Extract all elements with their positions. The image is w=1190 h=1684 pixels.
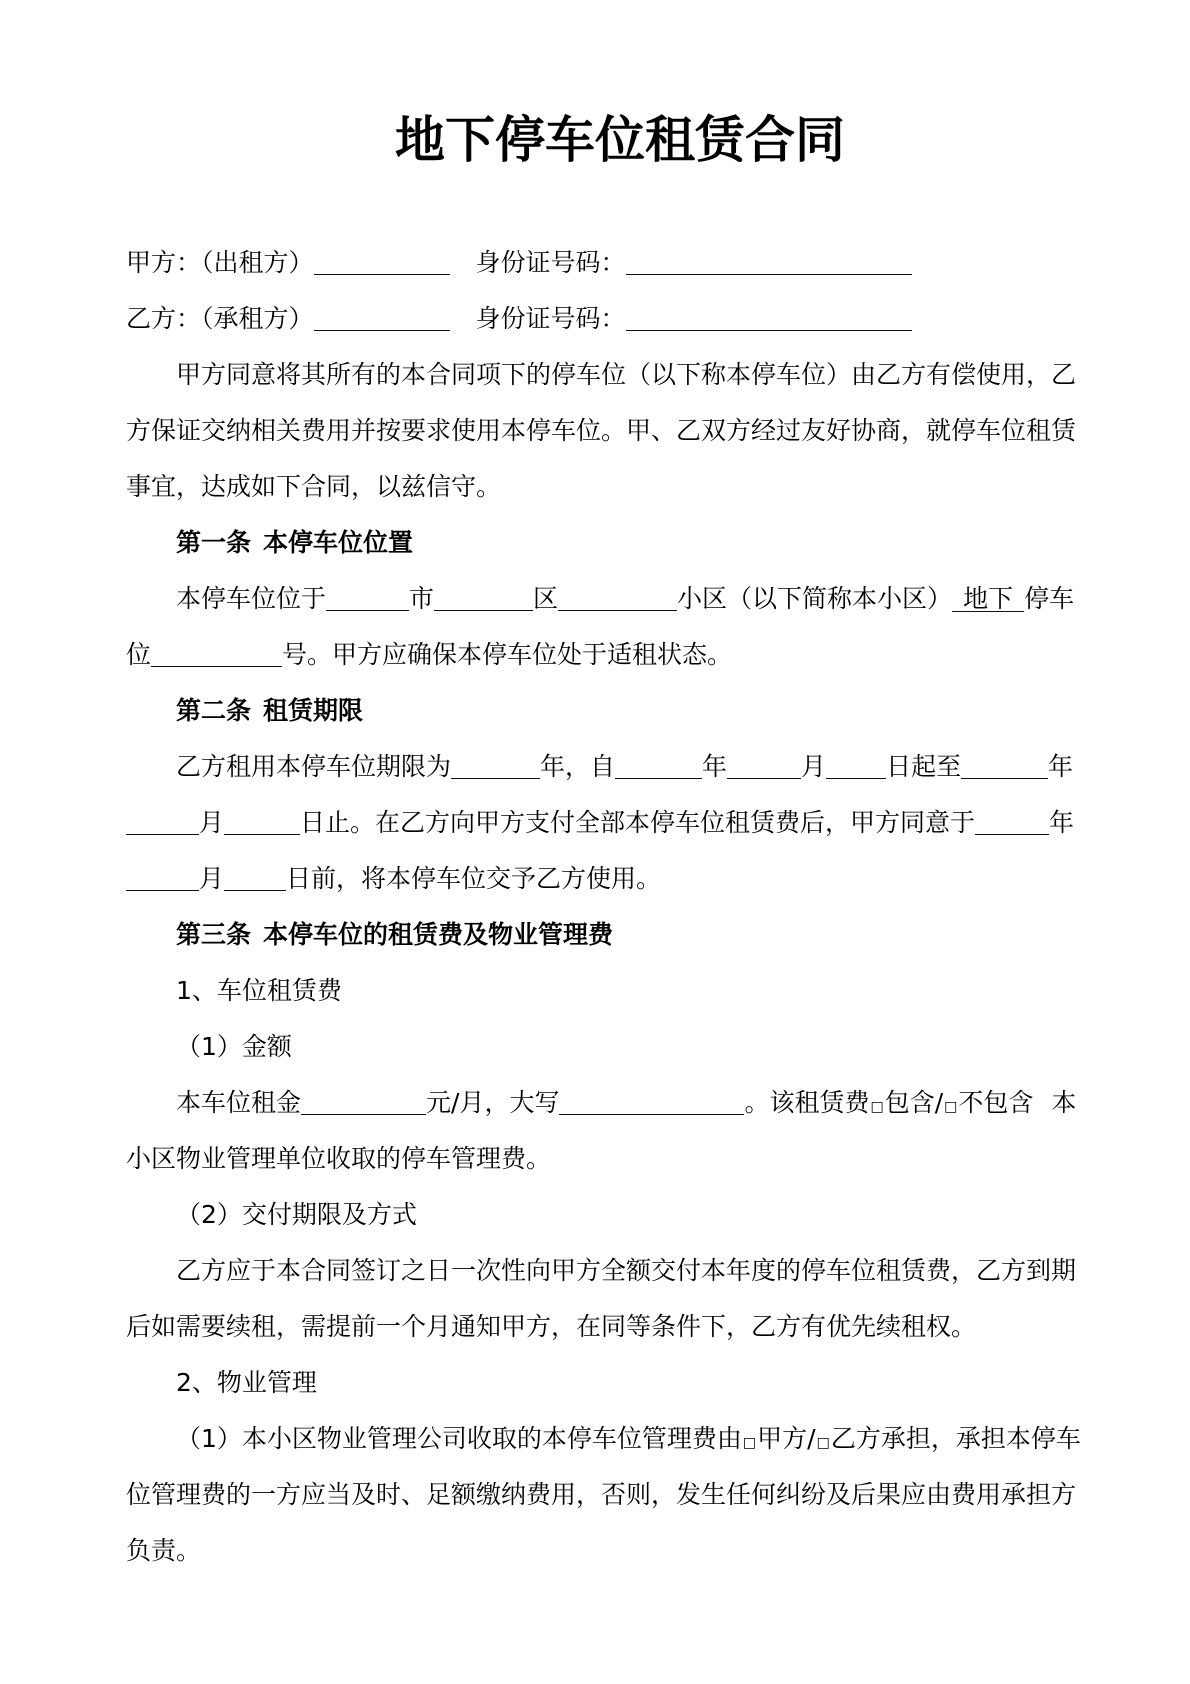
party-a-id-blank: [626, 254, 912, 275]
space-number-prefix: 位: [126, 640, 152, 669]
space-suffix: 停车: [1024, 584, 1075, 613]
property-section-heading: 2、物业管理: [176, 1368, 317, 1397]
party-b-label: 乙方：（承租方）: [126, 304, 314, 333]
delivery-month-label: 月: [199, 864, 225, 893]
include-checkbox: □: [870, 1099, 884, 1115]
article-1-heading: [126, 515, 1076, 571]
district-blank: [434, 590, 533, 611]
start-month-label: 月: [801, 752, 827, 781]
article-2-heading: [126, 683, 1076, 739]
article-2-title: 租赁期限: [263, 696, 364, 725]
article-1-number: 第一条: [176, 528, 252, 557]
delivery-year-label: 年: [1049, 808, 1075, 837]
party-a-name-blank: [314, 254, 450, 275]
district-suffix: 区: [533, 584, 559, 613]
end-month-blank: [126, 814, 199, 835]
end-month-label: 月: [199, 808, 225, 837]
end-day-blank: [224, 814, 300, 835]
rent-amount-blank: [301, 1094, 426, 1115]
term-row-1: [126, 739, 1076, 795]
start-month-blank: [727, 758, 801, 779]
rent-amount-words-blank: [559, 1094, 744, 1115]
delivery-day-text: 日前，将本停车位交予乙方使用。: [286, 864, 662, 893]
exclude-option-label: 不包含 本: [958, 1088, 1077, 1117]
party-b-option-label: 乙方承担，承担本停车: [830, 1424, 1081, 1453]
term-prefix: 乙方租用本停车位期限为: [176, 752, 452, 781]
start-day-blank: [826, 758, 886, 779]
community-blank: [558, 590, 677, 611]
property-fee-line: 位管理费的一方应当及时、足额缴纳费用，否则，发生任何纠纷及后果应由费用承担方: [126, 1480, 1077, 1509]
term-row-3: [126, 851, 1076, 907]
payment-line: 乙方应于本合同签订之日一次性向甲方全额交付本年度的停车位租赁费，乙方到期: [176, 1256, 1077, 1285]
party-a-id-label: 身份证号码：: [475, 248, 626, 277]
property-fee-row: [126, 1411, 1081, 1467]
party-b-name-blank: [314, 310, 450, 331]
start-year-blank: [615, 758, 702, 779]
city-suffix: 市: [409, 584, 435, 613]
payment-heading: （2）交付期限及方式: [176, 1200, 417, 1229]
contract-body: [126, 235, 1081, 1579]
term-years-blank: [451, 758, 540, 779]
preamble-line: 甲方同意将其所有的本合同项下的停车位（以下称本停车位）由乙方有偿使用，乙: [176, 360, 1077, 389]
party-b-checkbox: □: [816, 1435, 830, 1451]
start-day-to: 日起至: [886, 752, 962, 781]
party-a-checkbox: □: [742, 1435, 757, 1451]
space-number-blank: [151, 646, 282, 667]
property-fee-line: 负责。: [126, 1536, 202, 1565]
preamble-line: 方保证交纳相关费用并按要求使用本停车位。甲、乙双方经过友好协商，就停车位租赁: [126, 416, 1077, 445]
article-2-number: 第二条: [176, 696, 252, 725]
rent-amount-prefix: 本车位租金: [176, 1088, 302, 1117]
rent-section-heading: 1、车位租赁费: [176, 976, 342, 1005]
party-a-label: 甲方：（出租方）: [126, 248, 314, 277]
rent-amount-mid: 。该租赁费: [744, 1088, 870, 1117]
term-years-from: 年，自: [540, 752, 616, 781]
party-b-id-label: 身份证号码：: [475, 304, 626, 333]
preamble-line: 事宜，达成如下合同，以兹信守。: [126, 472, 502, 501]
parking-level-filled: 地下: [952, 586, 1024, 612]
delivery-month-blank: [126, 870, 199, 891]
party-a-row: [126, 235, 1076, 291]
space-number-row: [126, 627, 1076, 683]
document-title: 地下停车位租赁合同: [395, 111, 845, 169]
article-1-title: 本停车位位置: [263, 528, 414, 557]
payment-line: 后如需要续租，需提前一个月通知甲方，在同等条件下，乙方有优先续租权。: [126, 1312, 977, 1341]
article-3-title: 本停车位的租赁费及物业管理费: [263, 920, 614, 949]
exclude-checkbox: □: [944, 1099, 958, 1115]
space-number-suffix: 号。甲方应确保本停车位处于适租状态。: [282, 640, 733, 669]
article-3-heading: [126, 907, 1076, 963]
party-b-row: [126, 291, 1076, 347]
end-year-blank: [961, 758, 1048, 779]
article-3-number: 第三条: [176, 920, 252, 949]
delivery-year-blank: [975, 814, 1049, 835]
community-suffix: 小区（以下简称本小区）: [677, 584, 953, 613]
property-fee-prefix: （1）本小区物业管理公司收取的本停车位管理费由: [176, 1424, 742, 1453]
include-option-label: 包含/: [884, 1088, 944, 1117]
rent-amount-unit: 元/月，大写: [426, 1088, 560, 1117]
delivery-day-blank: [224, 870, 286, 891]
location-prefix: 本停车位位于: [176, 584, 327, 613]
location-row: [126, 571, 1076, 627]
party-a-option-label: 甲方/: [757, 1424, 816, 1453]
rent-amount-row: [126, 1075, 1076, 1131]
party-b-id-blank: [626, 310, 912, 331]
rent-amount-heading: （1）金额: [176, 1032, 292, 1061]
start-year-label: 年: [702, 752, 728, 781]
rent-amount-row-2: 小区物业管理单位收取的停车管理费。: [126, 1144, 552, 1173]
end-day-text: 日止。在乙方向甲方支付全部本停车位租赁费后，甲方同意于: [300, 808, 976, 837]
end-year-label: 年: [1048, 752, 1074, 781]
term-row-2: [126, 795, 1076, 851]
city-blank: [326, 590, 409, 611]
